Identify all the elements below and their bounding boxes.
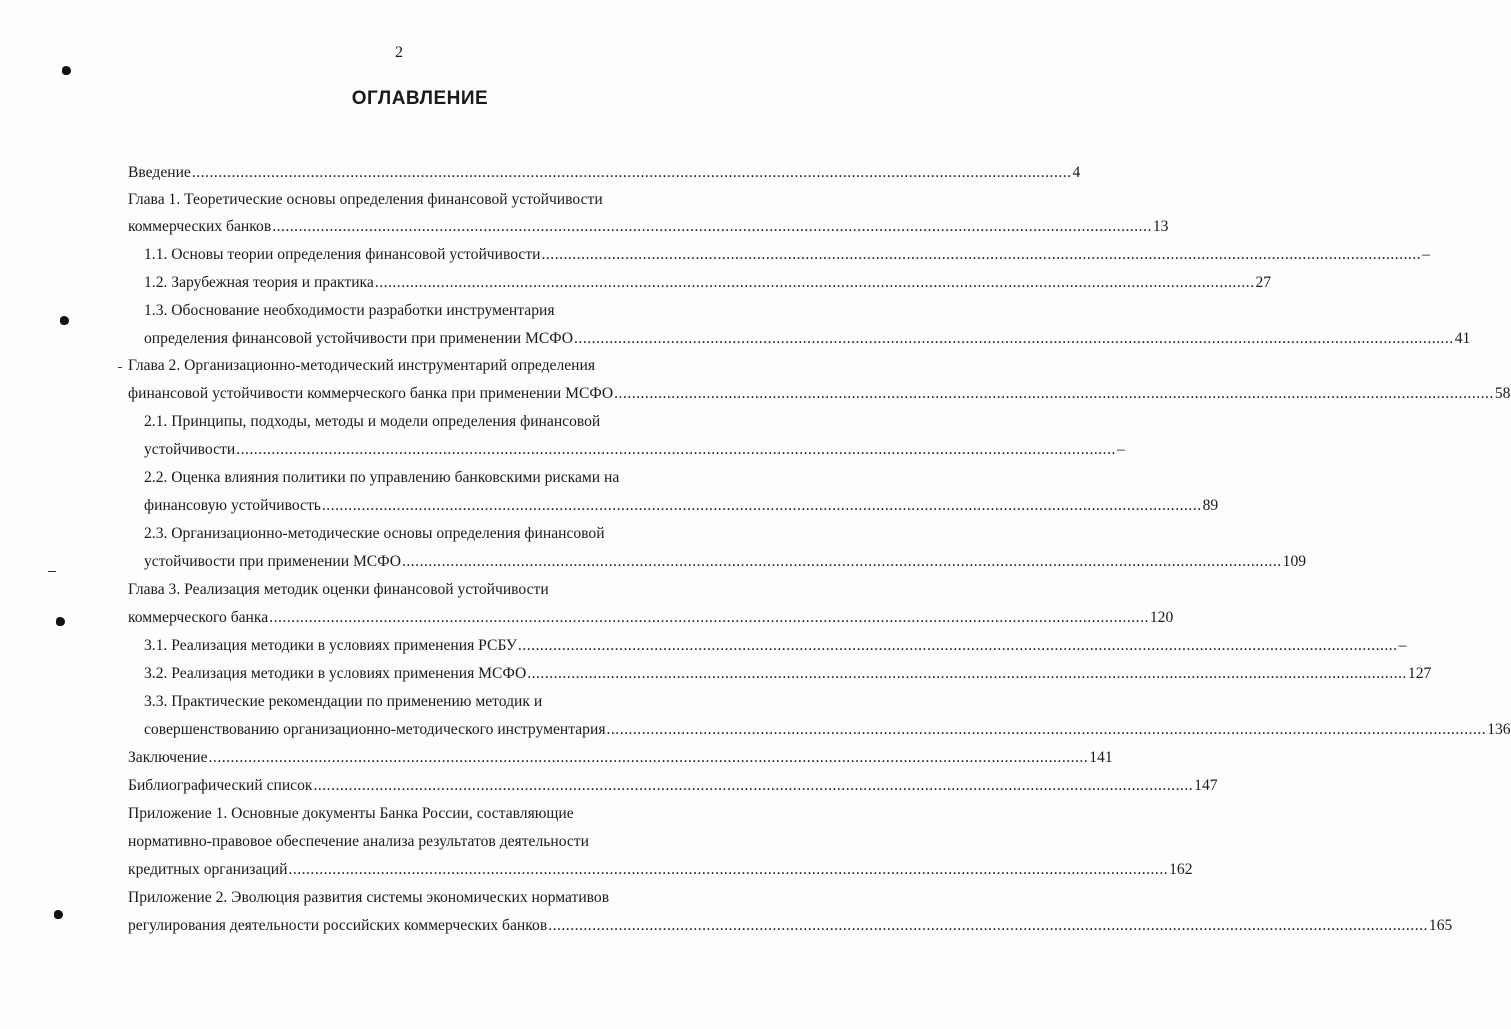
toc-entry-text: кредитных организаций (128, 861, 288, 878)
toc-entry-page: 127 (1407, 665, 1432, 682)
toc-entry (128, 187, 712, 213)
toc-entry (144, 717, 1511, 743)
toc-entry (144, 326, 1471, 352)
toc-entry-page: 147 (1194, 777, 1218, 794)
leader-dots: ........................................................................................................................................................................................................ (288, 861, 1169, 878)
leader-dots: ........................................................................................................................................................................................................ (272, 218, 1152, 235)
toc-entry-text: регулирования деятельности российских коммерческих банков (128, 917, 548, 934)
punch-hole-mark (60, 316, 69, 325)
toc-entry-text: устойчивости при применении МСФО (144, 553, 401, 570)
toc-entry-text: Глава 3. Реализация методик оценки финансовой устойчивости (128, 581, 549, 598)
punch-hole-mark (62, 66, 71, 75)
toc-entry (128, 801, 712, 827)
toc-entry-page: 13 (1152, 218, 1169, 235)
toc-entry-text: Приложение 1. Основные документы Банка России, составляющие (128, 805, 574, 822)
toc-entry-page: 109 (1282, 553, 1307, 570)
toc-entry-text: 3.2. Реализация методики в условиях применения МСФО (144, 665, 527, 682)
toc-entry-text: устойчивости (144, 441, 236, 458)
toc-entry (128, 913, 1453, 939)
scan-speck (48, 571, 56, 572)
toc-entry-page: 162 (1169, 861, 1193, 878)
leader-dots: ........................................................................................................................................................................................................ (374, 274, 1255, 291)
toc-entry-text: 3.1. Реализация методики в условиях применения РСБУ (144, 637, 517, 654)
toc-entry-text: Глава 2. Организационно-методический инструментарий определения (128, 357, 596, 374)
leader-dots: ........................................................................................................................................................................................................ (236, 441, 1116, 458)
toc-entry (144, 242, 1430, 268)
toc-entry-page: 41 (1454, 330, 1471, 347)
leader-dots: ........................................................................................................................................................................................................ (401, 553, 1282, 570)
toc-entry-page: 4 (1072, 164, 1081, 181)
leader-dots: ........................................................................................................................................................................................................ (313, 777, 1194, 794)
toc-entry-page: – (1116, 441, 1125, 458)
toc-entry (144, 298, 712, 324)
leader-dots: ........................................................................................................................................................................................................ (548, 917, 1428, 934)
toc-entry-page: – (1422, 246, 1430, 263)
toc-entry-text: Библиографический список (128, 777, 313, 794)
leader-dots: ........................................................................................................................................................................................................ (527, 665, 1407, 682)
page-number: 2 (395, 44, 403, 61)
toc-entry-text: 1.3. Обоснование необходимости разработки инструментария (144, 302, 555, 319)
toc-entry-text: нормативно-правовое обеспечение анализа результатов деятельности (128, 833, 589, 850)
toc-entry-text: 2.1. Принципы, подходы, методы и модели определения финансовой (144, 413, 601, 430)
toc-entry (128, 605, 1174, 631)
toc-entry-text: финансовую устойчивость (144, 497, 321, 514)
toc-entry (144, 521, 712, 547)
leader-dots: ........................................................................................................................................................................................................ (541, 246, 1422, 263)
toc-entry-page: 27 (1255, 274, 1272, 291)
page-title: ОГЛАВЛЕНИЕ (351, 88, 489, 109)
toc-entry (128, 857, 1193, 883)
toc-entry (144, 689, 712, 715)
toc-entry-page: 141 (1089, 749, 1113, 766)
toc-entry-text: Глава 1. Теоретические основы определения финансовой устойчивости (128, 191, 603, 208)
toc-entry-text: финансовой устойчивости коммерческого банка при применении МСФО (128, 385, 614, 402)
punch-hole-mark (54, 910, 63, 919)
toc-entry (128, 829, 712, 855)
leader-dots: ........................................................................................................................................................................................................ (614, 385, 1494, 402)
toc-entry-page: 136 (1487, 721, 1511, 738)
toc-entry-text: коммерческих банков (128, 218, 272, 235)
toc-entry (128, 381, 1511, 407)
toc-entry-text: 1.2. Зарубежная теория и практика (144, 274, 374, 291)
leader-dots: ........................................................................................................................................................................................................ (517, 637, 1398, 654)
toc-entry-page: 120 (1149, 609, 1174, 626)
toc-entry-text: Введение (128, 164, 191, 181)
leader-dots: ........................................................................................................................................................................................................ (606, 721, 1487, 738)
toc-entry (144, 270, 1272, 296)
toc-entry-page: – (1398, 637, 1407, 654)
leader-dots: ........................................................................................................................................................................................................ (269, 609, 1149, 626)
leader-dots: ........................................................................................................................................................................................................ (321, 497, 1202, 514)
toc-entry (128, 773, 1218, 799)
punch-hole-mark (56, 617, 65, 626)
toc-entry-text: совершенствованию организационно-методического инструментария (144, 721, 606, 738)
leader-dots: ........................................................................................................................................................................................................ (574, 330, 1454, 347)
toc-entry (144, 409, 712, 435)
toc-entry-page: 89 (1202, 497, 1219, 514)
toc-entry-page: 165 (1428, 917, 1453, 934)
toc-entry (128, 885, 712, 911)
toc-entry (128, 577, 712, 603)
toc-entry-text: 2.3. Организационно-методические основы определения финансовой (144, 525, 605, 542)
toc-entry-page: 58 (1494, 385, 1511, 402)
toc-entry-text: 1.1. Основы теории определения финансовой устойчивости (144, 246, 541, 263)
toc-entry (144, 437, 1125, 463)
toc-entry-text: определения финансовой устойчивости при применении МСФО (144, 330, 574, 347)
toc-entry (128, 745, 1113, 771)
toc-entry (144, 465, 712, 491)
toc-entry-text: 3.3. Практические рекомендации по применению методик и (144, 693, 543, 710)
toc-entry (144, 493, 1219, 519)
toc-entry (144, 661, 1432, 687)
toc-entry-text: Приложение 2. Эволюция развития системы экономических нормативов (128, 889, 610, 906)
toc-entry (128, 353, 712, 379)
leader-dots: ........................................................................................................................................................................................................ (191, 164, 1072, 181)
toc-entry (128, 214, 1169, 240)
leader-dots: ........................................................................................................................................................................................................ (208, 749, 1089, 766)
toc-entry-text: коммерческого банка (128, 609, 269, 626)
toc-entry (144, 633, 1407, 659)
toc-entry-text: 2.2. Оценка влияния политики по управлению банковскими рисками на (144, 469, 620, 486)
toc-entry (128, 160, 1081, 186)
scan-speck (118, 367, 122, 368)
toc-entry (144, 549, 1307, 575)
toc-entry-text: Заключение (128, 749, 208, 766)
